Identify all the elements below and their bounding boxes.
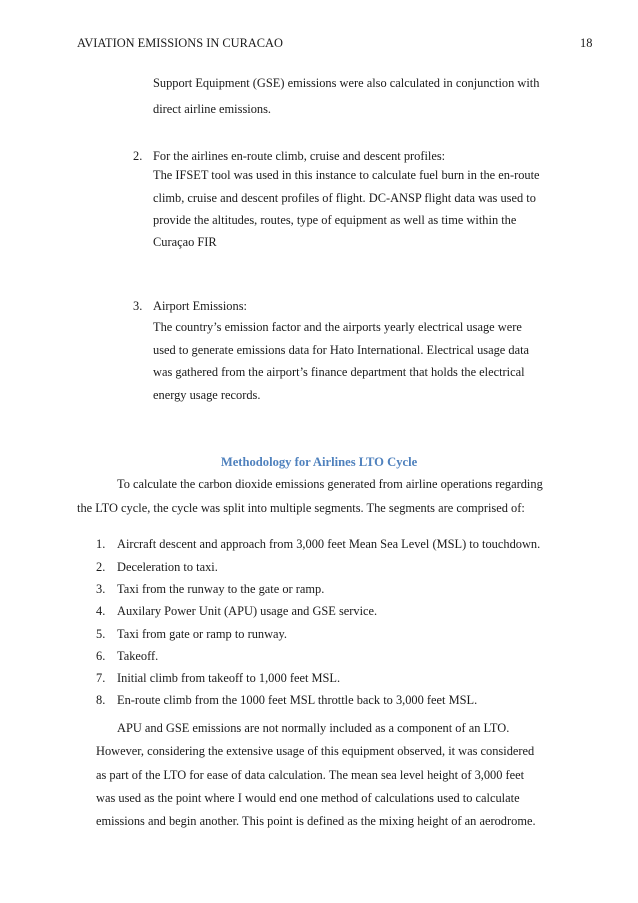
section-heading: Methodology for Airlines LTO Cycle bbox=[220, 455, 418, 469]
text-line: was gathered from the airport’s finance department that holds the electrical bbox=[153, 365, 525, 379]
list-item: Taxi from gate or ramp to runway. bbox=[117, 627, 288, 641]
section-title: Airport Emissions: bbox=[153, 299, 247, 313]
text-line: used to generate emissions data for Hato International. Electrical usage data bbox=[153, 343, 530, 357]
text-line: The country’s emission factor and the airports yearly electrical usage were bbox=[153, 320, 522, 334]
list-number: 3. bbox=[96, 582, 106, 596]
list-item: En-route climb from the 1000 feet MSL throttle back to 3,000 feet MSL. bbox=[117, 693, 478, 707]
list-number: 2. bbox=[133, 149, 143, 163]
text-line: emissions and begin another. This point is defined as the mixing height of an aerodrome. bbox=[96, 814, 536, 828]
section-title: For the airlines en-route climb, cruise and descent profiles: bbox=[153, 149, 446, 163]
running-title: AVIATION EMISSIONS IN CURACAO bbox=[77, 36, 283, 50]
list-number: 6. bbox=[96, 649, 106, 663]
text-line: direct airline emissions. bbox=[153, 102, 272, 116]
list-item: Deceleration to taxi. bbox=[117, 560, 218, 574]
page-number: 18 bbox=[580, 36, 593, 50]
text-line: the LTO cycle, the cycle was split into multiple segments. The segments are comprised of: bbox=[77, 501, 525, 515]
list-number: 7. bbox=[96, 671, 106, 685]
text-line: energy usage records. bbox=[153, 388, 261, 402]
list-number: 4. bbox=[96, 604, 106, 618]
list-number: 3. bbox=[133, 299, 143, 313]
list-number: 5. bbox=[96, 627, 106, 641]
list-item: Takeoff. bbox=[117, 649, 159, 663]
text-line: APU and GSE emissions are not normally included as a component of an LTO. bbox=[117, 721, 510, 735]
list-number: 1. bbox=[96, 537, 106, 551]
text-line: as part of the LTO for ease of data calculation. The mean sea level height of 3,000 feet bbox=[96, 768, 525, 782]
text-line: The IFSET tool was used in this instance to calculate fuel burn in the en-route bbox=[153, 168, 540, 182]
list-item: Taxi from the runway to the gate or ramp. bbox=[117, 582, 325, 596]
text-line: climb, cruise and descent profiles of flight. DC-ANSP flight data was used to bbox=[153, 191, 536, 205]
text-line: Support Equipment (GSE) emissions were also calculated in conjunction with bbox=[153, 76, 540, 90]
text-line: provide the altitudes, routes, type of equipment as well as time within the bbox=[153, 213, 517, 227]
list-item: Auxilary Power Unit (APU) usage and GSE service. bbox=[117, 604, 378, 618]
text-line: was used as the point where I would end one method of calculations used to calculate bbox=[96, 791, 520, 805]
list-number: 8. bbox=[96, 693, 106, 707]
text-line: To calculate the carbon dioxide emissions generated from airline operations regarding bbox=[117, 477, 543, 491]
list-number: 2. bbox=[96, 560, 106, 574]
text-line: However, considering the extensive usage of this equipment observed, it was considered bbox=[96, 744, 535, 758]
text-line: Curaçao FIR bbox=[153, 235, 217, 249]
list-item: Aircraft descent and approach from 3,000 feet Mean Sea Level (MSL) to touchdown. bbox=[117, 537, 541, 551]
list-item: Initial climb from takeoff to 1,000 feet MSL. bbox=[117, 671, 341, 685]
